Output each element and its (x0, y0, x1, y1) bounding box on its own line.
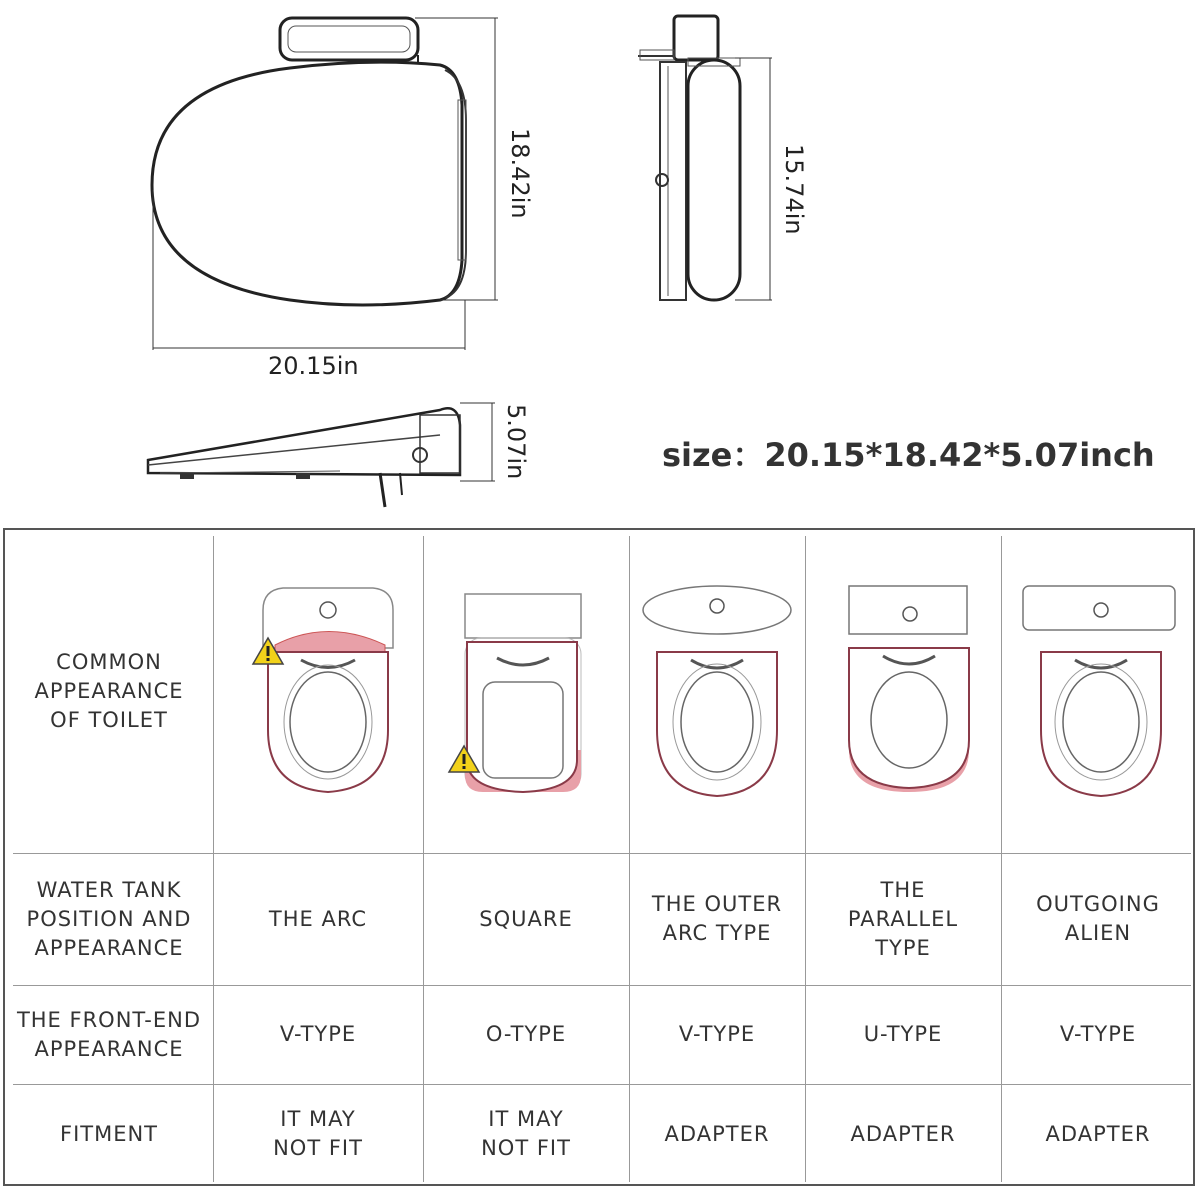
tank-cell: THE PARALLEL TYPE (847, 877, 959, 960)
toilet-arc-illustration (213, 530, 423, 853)
toilet-parallel-illustration (805, 530, 1001, 853)
toilet-outer-arc-illustration (629, 530, 805, 853)
front-end-cell: U-TYPE (863, 1022, 943, 1046)
toilet-square-illustration (423, 530, 629, 853)
depth-dimension-label: 18.42in (506, 128, 534, 219)
row-header-appearance: COMMON APPEARANCE OF TOILET (34, 650, 184, 732)
front-end-cell: O-TYPE (485, 1022, 567, 1046)
tank-cell: OUTGOING ALIEN (1036, 892, 1160, 945)
front-end-cell: V-TYPE (279, 1022, 357, 1046)
top-view-drawing (140, 10, 700, 410)
fitment-cell: ADAPTER (664, 1121, 770, 1146)
front-end-cell: V-TYPE (1059, 1022, 1137, 1046)
width-dimension-label: 20.15in (268, 352, 359, 380)
warning-icon (251, 636, 285, 666)
compatibility-table (3, 528, 1195, 1186)
tank-cell: THE ARC (268, 906, 368, 931)
lid-dimension-label: 15.74in (780, 144, 808, 235)
toilet-outgoing-alien-illustration (1001, 530, 1195, 853)
row-header-tank: WATER TANK POSITION AND APPEARANCE (26, 877, 192, 960)
row-header-fitment: FITMENT (59, 1121, 159, 1146)
row-header-front: THE FRONT-END APPEARANCE (16, 1007, 202, 1061)
tank-cell: THE OUTER ARC TYPE (651, 892, 783, 945)
front-profile-drawing (140, 395, 500, 515)
fitment-cell: IT MAY NOT FIT (481, 1107, 571, 1160)
size-summary: size：20.15*18.42*5.07inch (662, 436, 1155, 474)
tank-cell: SQUARE (479, 906, 573, 931)
fitment-cell: ADAPTER (850, 1121, 956, 1146)
height-dimension-label: 5.07in (502, 404, 530, 480)
side-view-drawing (630, 10, 790, 310)
fitment-cell: ADAPTER (1045, 1121, 1151, 1146)
warning-icon (447, 744, 481, 774)
fitment-cell: IT MAY NOT FIT (273, 1107, 363, 1160)
front-end-cell: V-TYPE (678, 1022, 756, 1046)
